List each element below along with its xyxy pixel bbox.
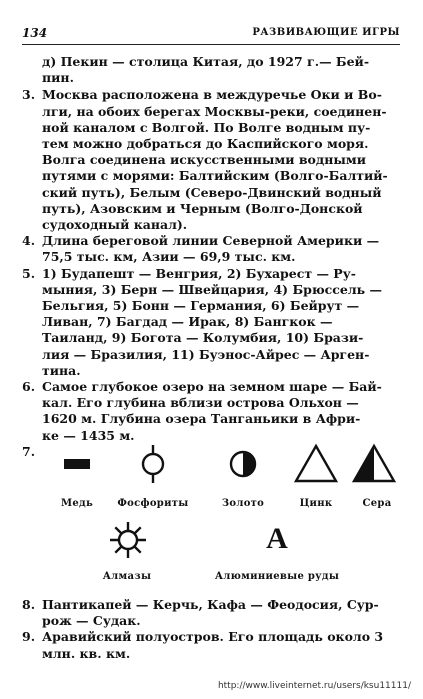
text-line: Аравийский полуостров. Его площадь около 3 <box>42 629 384 645</box>
source-watermark: http://www.liveinternet.ru/users/ksu11111/ <box>217 681 411 691</box>
text-line: Самое глубокое озеро на земном шаре — Бай- <box>42 379 382 395</box>
text-line: мыния, 3) Берн — Швейцария, 4) Брюссель — <box>42 281 383 297</box>
gold-symbol <box>229 450 257 478</box>
text-line: судоходный канал). <box>42 217 188 233</box>
answers-text <box>22 54 400 460</box>
diamonds-label: Алмазы <box>102 571 152 582</box>
zinc-symbol <box>294 443 338 483</box>
diamonds-symbol <box>108 520 148 560</box>
text-line: тем можно добраться до Каспийского моря. <box>42 136 369 152</box>
item-number: 9. <box>22 629 36 645</box>
section-title: РАЗВИВАЮЩИЕ ИГРЫ <box>252 27 400 38</box>
page-header <box>22 24 400 45</box>
continuation-line: д) Пекин — столица Китая, до 1927 г.— Бей-пин. <box>42 54 370 86</box>
copper-symbol <box>62 454 92 474</box>
page-number: 134 <box>22 26 48 40</box>
text-line: млн. кв. км. <box>42 645 131 661</box>
item-number: 5. <box>22 265 36 281</box>
text-line: путями с морями: Балтийским (Волго-Балтий- <box>42 168 388 184</box>
text-line: тина. <box>42 362 81 378</box>
text-line: Длина береговой линии Северной Америки — <box>42 233 380 249</box>
text-line: лия — Бразилия, 11) Буэнос-Айрес — Арген- <box>42 346 370 362</box>
phosphorite-label: Фосфориты <box>117 498 189 509</box>
answer-item-6 <box>22 379 400 444</box>
sulfur-symbol <box>352 443 396 483</box>
item-number: 6. <box>22 379 36 395</box>
answer-item-9 <box>22 629 400 661</box>
text-line: Пантикапей — Керчь, Кафа — Феодосия, Сур- <box>42 597 379 612</box>
aluminium-symbol: A <box>266 522 288 555</box>
item-number: 8. <box>22 597 36 612</box>
zinc-label: Цинк <box>299 498 333 509</box>
sulfur-label: Сера <box>362 498 392 509</box>
text-line: Таиланд, 9) Богота — Колумбия, 10) Брази- <box>42 330 364 346</box>
text-line: 1620 м. Глубина озера Танганьики в Афри- <box>42 411 361 427</box>
item-number: 7. <box>22 443 36 459</box>
text-line: лги, на обоих берегах Москвы-реки, соединен- <box>42 103 387 119</box>
text-line: рож — Судак. <box>42 613 141 629</box>
text-line: Ливан, 7) Багдад — Ирак, 8) Бангкок — <box>42 314 333 330</box>
answer-item-5 <box>22 266 400 379</box>
answer-item-4 <box>22 233 400 265</box>
answers-text-2 <box>22 597 400 662</box>
answer-item-3 <box>22 87 400 233</box>
item-number: 3. <box>22 87 36 103</box>
text-line: кал. Его глубина вблизи острова Ольхон — <box>42 395 359 411</box>
map-symbols <box>22 440 400 600</box>
text-line: Бельгия, 5) Бонн — Германия, 6) Бейрут — <box>42 298 360 314</box>
text-line: путь), Азовским и Черным (Волго-Донской <box>42 200 363 216</box>
gold-label: Золото <box>221 498 265 509</box>
answer-item-8 <box>22 597 400 629</box>
text-line: ке — 1435 м. <box>42 427 135 443</box>
aluminium-label: Алюминиевые руды <box>214 571 340 582</box>
text-line: ной каналом с Волгой. По Волге водным пу- <box>42 119 371 135</box>
text-line: Волга соединена искусственными водными <box>42 152 367 168</box>
text-line: 75,5 тыс. км, Азии — 69,9 тыс. км. <box>42 249 296 265</box>
copper-label: Медь <box>60 498 94 509</box>
text-line: 1) Будапешт — Венгрия, 2) Бухарест — Ру- <box>42 265 356 281</box>
text-line: Москва расположена в междуречье Оки и Во- <box>42 87 382 103</box>
item-number: 4. <box>22 233 36 249</box>
phosphorite-symbol <box>140 444 166 484</box>
text-line: ский путь), Белым (Северо-Двинский водный <box>42 184 382 200</box>
